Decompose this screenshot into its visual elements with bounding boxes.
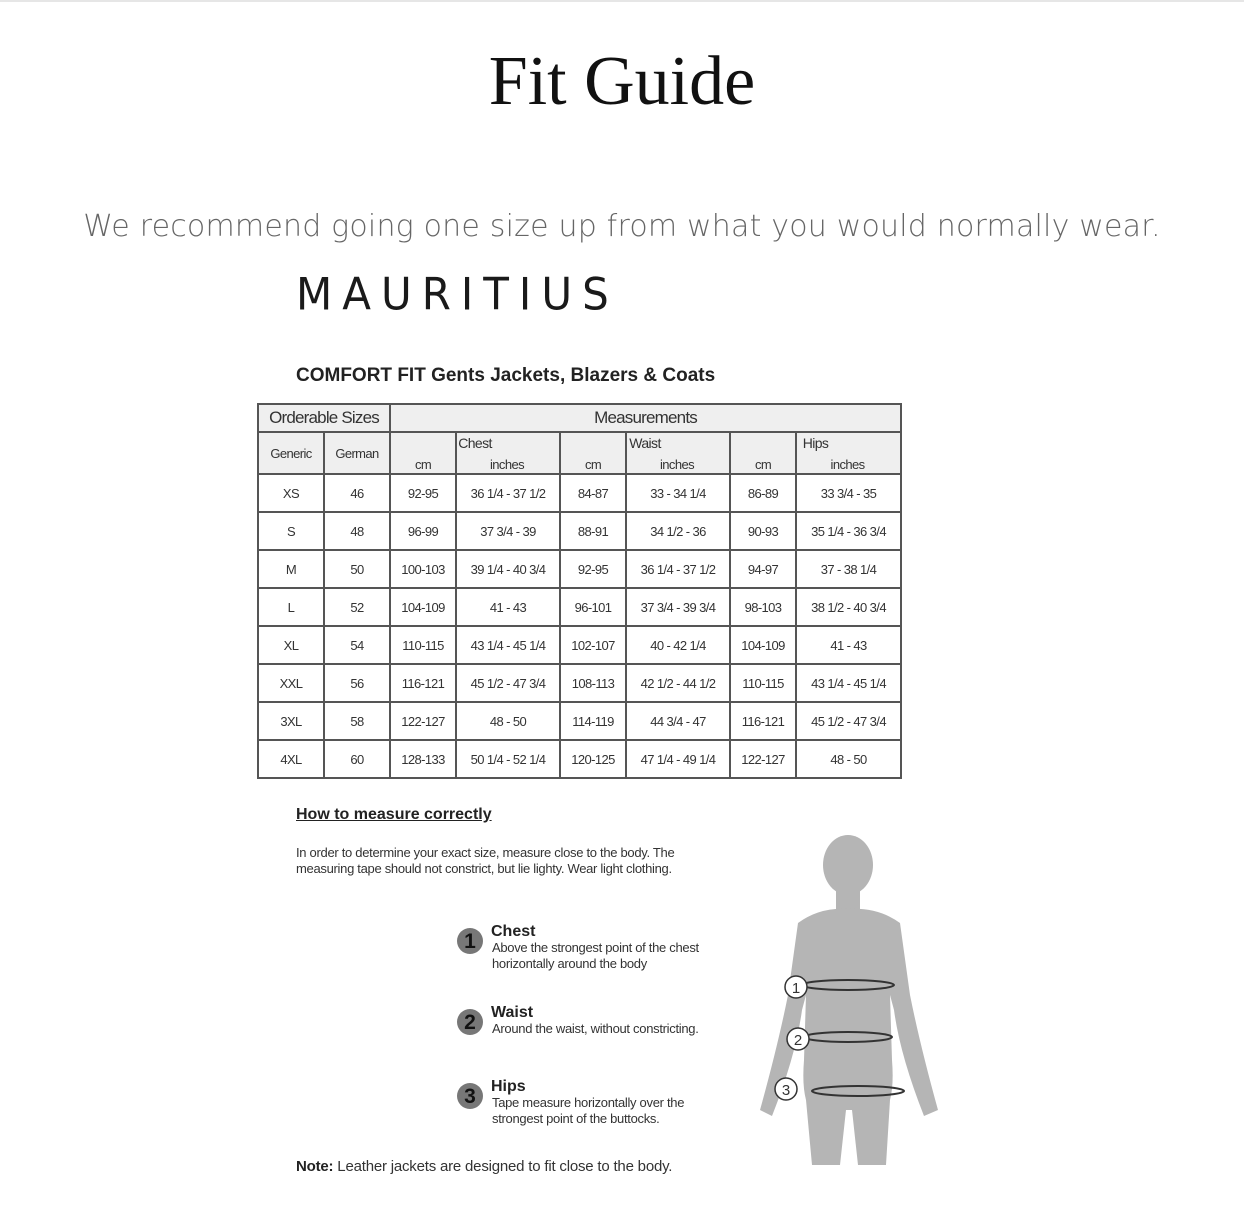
- measurements-header: Measurements: [390, 404, 901, 432]
- table-cell: 56: [324, 664, 390, 702]
- table-cell: 96-101: [560, 588, 626, 626]
- chest-label: Chest: [458, 435, 492, 451]
- table-cell: 128-133: [390, 740, 456, 778]
- chest-cm-label: cm: [414, 457, 432, 472]
- table-row: [258, 550, 901, 588]
- table-cell: 33 - 34 1/4: [626, 474, 730, 512]
- table-cell: 38 1/2 - 40 3/4: [796, 588, 901, 626]
- table-cell: 3XL: [258, 702, 324, 740]
- table-cell: 102-107: [560, 626, 626, 664]
- table-cell: 90-93: [730, 512, 796, 550]
- step-number-badge: 1: [457, 928, 483, 954]
- table-cell: 46: [324, 474, 390, 512]
- table-cell: 44 3/4 - 47: [626, 702, 730, 740]
- step-description: Above the strongest point of the chest horizontally around the body: [492, 940, 699, 971]
- table-cell: 40 - 42 1/4: [626, 626, 730, 664]
- table-cell: 33 3/4 - 35: [796, 474, 901, 512]
- table-cell: 35 1/4 - 36 3/4: [796, 512, 901, 550]
- svg-text:2: 2: [793, 1032, 803, 1049]
- step-title: Hips: [491, 1078, 526, 1095]
- measure-marker-1: [785, 976, 807, 998]
- note-text: Leather jackets are designed to fit close to the body.: [333, 1158, 673, 1175]
- table-cell: 47 1/4 - 49 1/4: [626, 740, 730, 778]
- table-cell: 50: [324, 550, 390, 588]
- table-cell: 41 - 43: [796, 626, 901, 664]
- leather-note: [296, 1158, 672, 1175]
- note-label: Note:: [296, 1158, 334, 1175]
- step-title: Waist: [491, 1004, 534, 1021]
- table-cell: 122-127: [730, 740, 796, 778]
- table-cell: 36 1/4 - 37 1/2: [626, 550, 730, 588]
- table-cell: 110-115: [390, 626, 456, 664]
- table-cell: L: [258, 588, 324, 626]
- table-row: [258, 474, 901, 512]
- table-cell: 37 - 38 1/4: [796, 550, 901, 588]
- german-header: German: [324, 432, 390, 474]
- table-cell: 48 - 50: [796, 740, 901, 778]
- table-cell: 42 1/2 - 44 1/2: [626, 664, 730, 702]
- table-cell: S: [258, 512, 324, 550]
- table-cell: 58: [324, 702, 390, 740]
- table-row: [258, 702, 901, 740]
- table-cell: 88-91: [560, 512, 626, 550]
- table-cell: 114-119: [560, 702, 626, 740]
- step-number-badge: 3: [457, 1083, 483, 1109]
- page-title: Fit Guide: [488, 43, 756, 120]
- table-row: [258, 512, 901, 550]
- table-cell: XS: [258, 474, 324, 512]
- how-to-measure-intro: In order to determine your exact size, measure close to the body. The measuring tape should not constrict, but lie lighty. Wear light clothing.: [296, 845, 675, 876]
- table-row: [258, 740, 901, 778]
- table-cell: 120-125: [560, 740, 626, 778]
- table-cell: 43 1/4 - 45 1/4: [456, 626, 560, 664]
- orderable-sizes-header: Orderable Sizes: [258, 404, 390, 432]
- table-cell: 43 1/4 - 45 1/4: [796, 664, 901, 702]
- table-cell: 48: [324, 512, 390, 550]
- brand-logo: MAURITIUS: [296, 268, 619, 321]
- table-cell: 100-103: [390, 550, 456, 588]
- hips-label: Hips: [802, 435, 829, 451]
- table-cell: 94-97: [730, 550, 796, 588]
- table-cell: 37 3/4 - 39 3/4: [626, 588, 730, 626]
- table-cell: 110-115: [730, 664, 796, 702]
- table-cell: 92-95: [560, 550, 626, 588]
- table-cell: 92-95: [390, 474, 456, 512]
- table-cell: 39 1/4 - 40 3/4: [456, 550, 560, 588]
- body-silhouette-figure: [760, 835, 950, 1175]
- hips-inches-label: inches: [830, 457, 865, 472]
- table-cell: 41 - 43: [456, 588, 560, 626]
- table-row: [258, 588, 901, 626]
- body-silhouette: [760, 835, 938, 1165]
- step-description: Around the waist, without constricting.: [492, 1021, 699, 1036]
- size-chart-title: COMFORT FIT Gents Jackets, Blazers & Coats: [296, 365, 716, 386]
- table-cell: 86-89: [730, 474, 796, 512]
- top-divider: [0, 0, 1244, 2]
- table-row: [258, 664, 901, 702]
- waist-inches-label: inches: [660, 457, 694, 472]
- size-chart-table: [257, 403, 902, 779]
- table-cell: 45 1/2 - 47 3/4: [456, 664, 560, 702]
- table-cell: 45 1/2 - 47 3/4: [796, 702, 901, 740]
- table-cell: XL: [258, 626, 324, 664]
- generic-header: Generic: [258, 432, 324, 474]
- table-cell: 116-121: [730, 702, 796, 740]
- size-rows: [258, 474, 901, 778]
- table-cell: 104-109: [730, 626, 796, 664]
- step-description: Tape measure horizontally over the strongest point of the buttocks.: [492, 1095, 685, 1126]
- table-cell: XXL: [258, 664, 324, 702]
- table-cell: 54: [324, 626, 390, 664]
- svg-text:3: 3: [781, 1082, 791, 1099]
- table-cell: 84-87: [560, 474, 626, 512]
- chest-inches-label: inches: [490, 457, 524, 472]
- table-cell: 36 1/4 - 37 1/2: [456, 474, 560, 512]
- table-cell: M: [258, 550, 324, 588]
- step-title: Chest: [491, 923, 536, 940]
- table-cell: 116-121: [390, 664, 456, 702]
- table-cell: 48 - 50: [456, 702, 560, 740]
- hips-cm-label: cm: [754, 457, 772, 472]
- waist-header: [560, 432, 730, 474]
- how-to-measure-title: How to measure correctly: [296, 806, 492, 823]
- step-number-badge: 2: [457, 1009, 483, 1035]
- table-cell: 37 3/4 - 39: [456, 512, 560, 550]
- hips-header: [730, 432, 901, 474]
- table-cell: 4XL: [258, 740, 324, 778]
- size-recommendation: We recommend going one size up from what you would normally wear.: [83, 209, 1161, 244]
- measure-marker-3: [775, 1078, 797, 1100]
- waist-cm-label: cm: [584, 457, 602, 472]
- waist-label: Waist: [629, 435, 661, 451]
- table-cell: 108-113: [560, 664, 626, 702]
- chest-header: [390, 432, 560, 474]
- table-row: [258, 626, 901, 664]
- table-cell: 60: [324, 740, 390, 778]
- table-cell: 52: [324, 588, 390, 626]
- table-cell: 122-127: [390, 702, 456, 740]
- table-cell: 96-99: [390, 512, 456, 550]
- table-cell: 104-109: [390, 588, 456, 626]
- table-cell: 50 1/4 - 52 1/4: [456, 740, 560, 778]
- table-cell: 98-103: [730, 588, 796, 626]
- table-cell: 34 1/2 - 36: [626, 512, 730, 550]
- measure-marker-2: [787, 1028, 809, 1050]
- svg-text:1: 1: [791, 980, 801, 997]
